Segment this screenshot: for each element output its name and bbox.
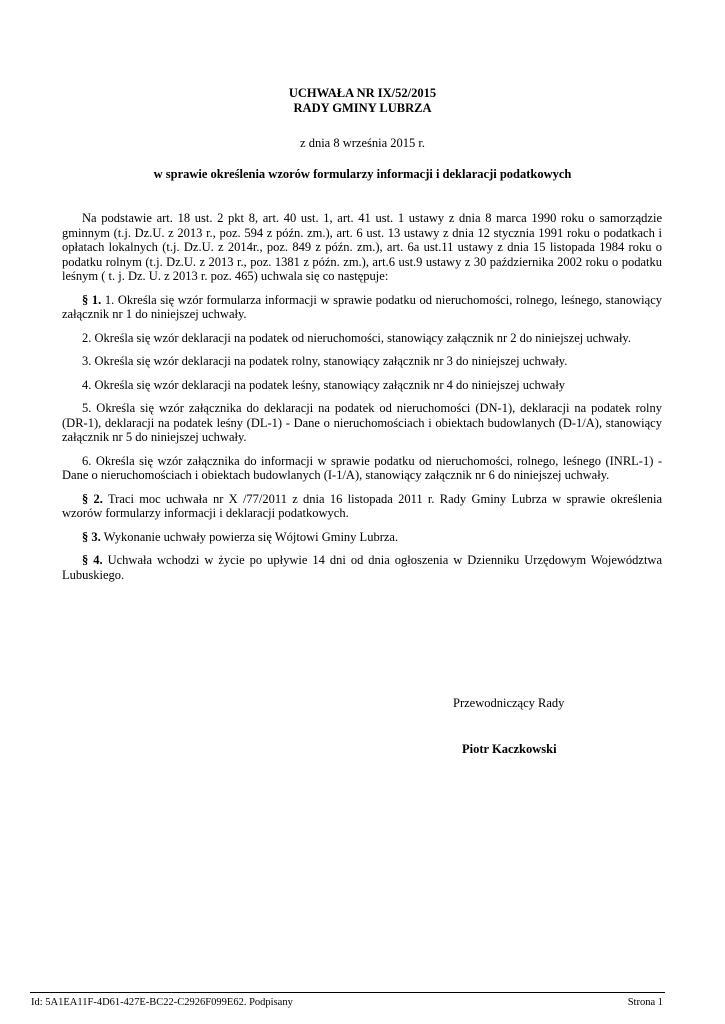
resolution-date: z dnia 8 września 2015 r.	[300, 136, 425, 150]
footer-divider	[30, 992, 665, 993]
section-1-item-6: 6. Określa się wzór załącznika do informacji w sprawie podatku od nieruchomości, rolnego, leśnego (INRL-1) - Dane o nieruchomościach i obiektach budowlanych (I-1/A), stanowiący załącznik nr 6 do niniejszej uchwały.	[62, 453, 662, 482]
section-4-mark: § 4.	[82, 553, 103, 567]
signatory-role: Przewodniczący Rady	[453, 696, 565, 710]
section-1-item-1	[62, 293, 662, 322]
signatory-name: Piotr Kaczkowski	[462, 742, 557, 756]
section-1-item-4: 4. Określa się wzór deklaracji na podatek leśny, stanowiący załącznik nr 4 do niniejszej uchwały	[82, 377, 566, 392]
section-1-mark: § 1.	[82, 292, 102, 307]
resolution-title: UCHWAŁA NR IX/52/2015	[288, 86, 437, 100]
page-number: Strona 1	[627, 997, 663, 1008]
section-3	[62, 530, 662, 545]
section-3-mark: § 3.	[82, 529, 101, 544]
section-1-item-3: 3. Określa się wzór deklaracji na podatek rolny, stanowiący załącznik nr 3 do niniejszej uchwały.	[82, 354, 568, 368]
council-name: RADY GMINY LUBRZA	[293, 101, 432, 115]
section-3-text: Wykonanie uchwały powierza się Wójtowi Gminy Lubrza.	[103, 529, 399, 544]
preamble: Na podstawie art. 18 ust. 2 pkt 8, art. 40 ust. 1, art. 41 ust. 1 ustawy z dnia 8 marca 1990 roku o samorządzie gminnym (t.j. Dz.U. z 2013 r., poz. 594 z późn. zm.), art. 6 ust. 13 ustawy z dnia 12 stycznia 1991 roku o podatkach i opłatach lokalnych (t.j. Dz.U. z 2014r., poz. 849 z późn. zm.), art. 6a ust.11 ustawy z dnia 15 listopada 1984 roku o podatku rolnym (t.j. Dz.U. z 2013 r., poz. 1381 z późn. zm.), art.6 ust.9 ustawy z 30 października 2002 roku o podatku leśnym ( t. j. Dz. U. z 2013 r. poz. 465) uchwala się co następuje:	[62, 211, 662, 283]
section-2	[62, 492, 662, 521]
section-1-item-2: 2. Określa się wzór deklaracji na podatek od nieruchomości, stanowiący załącznik nr 2 do niniejszej uchwały.	[82, 330, 631, 345]
section-4	[62, 553, 662, 582]
section-1-item-5: 5. Określa się wzór załącznika do deklaracji na podatek od nieruchomości (DN-1), deklaracji na podatek rolny (DR-1), deklaracji na podatek leśny (DL-1) - Dane o nieruchomościach i obiektach budowlanych (D-1/A), stanowiący załącznik nr 5 do niniejszej uchwały.	[62, 401, 662, 444]
section-2-mark: § 2.	[82, 491, 103, 506]
resolution-subject: w sprawie określenia wzorów formularzy informacji i deklaracji podatkowych	[153, 167, 572, 181]
section-1-item-1-text: 1. Określa się wzór formularza informacji w sprawie podatku od nieruchomości, rolnego, leśnego, stanowiący załącznik nr 1 do niniejszej uchwały.	[62, 292, 662, 321]
document-id: Id: 5A1EA11F-4D61-427E-BC22-C2926F099E62. Podpisany	[31, 997, 293, 1008]
section-2-text: Traci moc uchwała nr X /77/2011 z dnia 16 listopada 2011 r. Rady Gminy Lubrza w sprawie określenia wzorów formularzy informacji i deklaracji podatkowych.	[62, 491, 662, 520]
section-4-text: Uchwała wchodzi w życie po upływie 14 dni od dnia ogłoszenia w Dzienniku Urzędowym Województwa Lubuskiego.	[62, 553, 663, 582]
resolution-body	[62, 211, 662, 582]
